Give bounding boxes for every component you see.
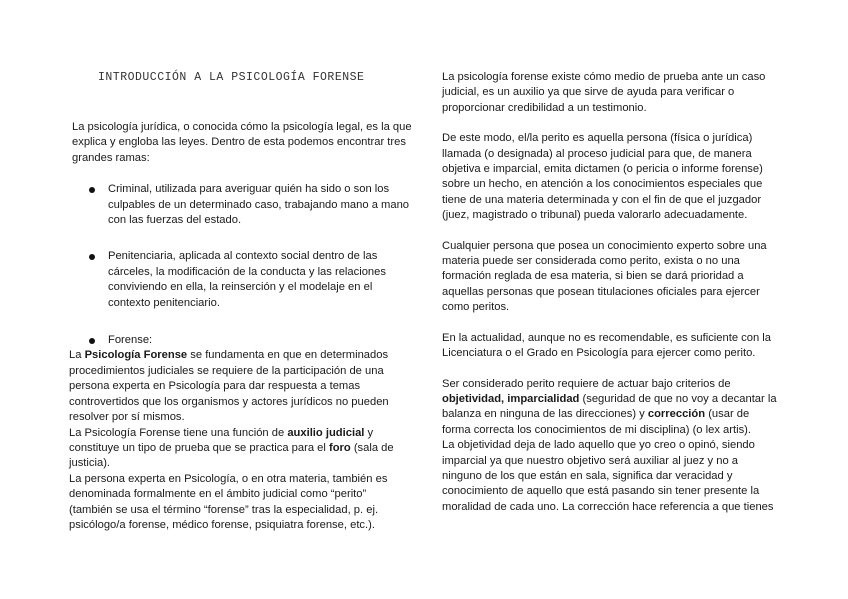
list-item-text: Penitenciaria, aplicada al contexto social dentro de las cárceles, la modificación de la conducta y las relaciones conviviendo en ella, la reinserción y el modelaje en el contexto penitenciario.	[108, 250, 386, 309]
criteria-paragraph: Ser considerado perito requiere de actuar bajo criterios de objetividad, imparcialidad (seguridad de que no voy a decantar la balanza en ninguna de las direcciones) y corrección (usar de forma correcta los conocimientos de mi disciplina) (o lex artis).	[442, 377, 777, 436]
degree-paragraph: En la actualidad, aunque no es recomendable, es suficiente con la Licenciatura o el Grado en Psicología para ejercer como perito.	[442, 331, 772, 360]
qualification-paragraph: Cualquier persona que posea un conocimiento experto sobre una materia puede ser considerada como perito, exista o no una formación reglada de esa materia, si bien se dará prioridad a aquellas personas que posean titulaciones oficiales para ejercer como peritos.	[442, 239, 767, 314]
intro-paragraph: La psicología jurídica, o conocida cómo la psicología legal, es la que explica y engloba las leyes. Dentro de esta podemos encontrar tres grandes ramas:	[72, 121, 412, 164]
bullet-icon	[89, 187, 95, 193]
objectivity-paragraph: La objetividad deja de lado aquello que yo creo o opinó, siendo imparcial ya que nuestro objetivo será auxiliar al juez y no a ninguno de los que están en sala, significa dar veracidad y conocimiento de aquello que está pasando sin tener presente la moralidad de cada uno. La corrección hace referencia a que tienes	[442, 439, 774, 513]
bold-term: Psicología Forense	[84, 349, 188, 362]
right-column	[442, 70, 777, 515]
bullet-icon	[89, 254, 95, 260]
expert-definition-paragraph: De este modo, el/la perito es aquella persona (física o jurídica) llamada (o designada) al proceso judicial para que, de manera objetiva e imparcial, emita dictamen (o pericia o informe forense) sobre un hecho, en atención a los conocimientos especiales que tiene de una materia determinada y con el fin de que el juzgador (juez, magistrado o tribunal) pueda valorarlo adecuadamente.	[442, 132, 763, 222]
forensic-definition-paragraph: La Psicología Forense se fundamenta en que en determinados procedimientos judiciales se requiere de la participación de una persona experta en Psicología para dar respuesta a temas controvertidos que los organismos y actores jurídicos no pueden resolver por sí mismos.	[69, 349, 389, 424]
list-item-text: Criminal, utilizada para averiguar quién ha sido o son los culpables de un determinado caso, trabajando mano a mano con las fuerzas del estado.	[108, 183, 410, 227]
bold-term: foro	[328, 441, 351, 454]
bold-term: corrección	[647, 408, 706, 421]
bold-term: auxilio judicial	[287, 426, 365, 439]
page-title: INTRODUCCIÓN A LA PSICOLOGÍA FORENSE	[98, 71, 365, 84]
branches-list	[72, 182, 412, 348]
list-item	[72, 182, 412, 228]
list-item	[72, 333, 412, 348]
list-item-text: Forense:	[108, 334, 153, 347]
left-column	[69, 70, 412, 533]
evidence-paragraph: La psicología forense existe cómo medio de prueba ante un caso judicial, es un auxilio ya que sirve de ayuda para verificar o proporcionar credibilidad a un testimonio.	[442, 71, 766, 114]
expert-paragraph: La persona experta en Psicología, o en otra materia, también es denominada formalmente en el ámbito judicial como “perito” (también se usa el término “forense” tras la especialidad, p. ej. psicólogo/a forense, médico forense, psiquiatra forense, etc.).	[69, 472, 388, 531]
forensic-function-paragraph: La Psicología Forense tiene una función de auxilio judicial y constituye un tipo de prueba que se practica para el foro (sala de justicia).	[69, 426, 394, 470]
bold-term: objetividad, imparcialidad	[442, 392, 580, 405]
list-item	[72, 249, 412, 311]
bullet-icon	[89, 338, 95, 344]
